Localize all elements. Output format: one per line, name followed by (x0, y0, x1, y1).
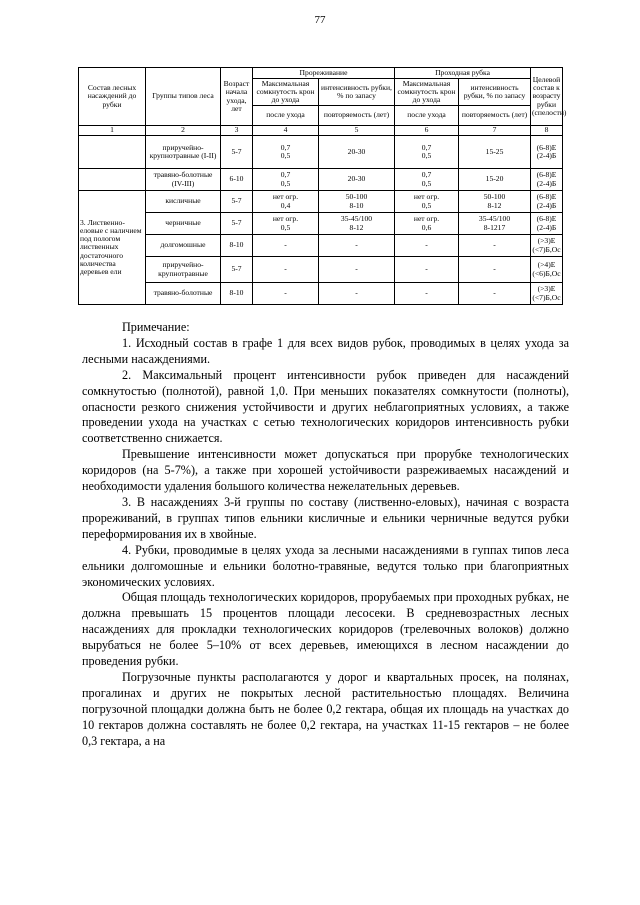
cell-density-2: нет огр. 0,5 (395, 191, 459, 213)
cell-intensity: 35-45/100 8-12 (319, 213, 395, 235)
cell-dash: - (459, 283, 531, 305)
cell-density: 0,7 0,5 (253, 136, 319, 169)
cell-intensity: 20-30 (319, 169, 395, 191)
cell-dash: - (319, 257, 395, 283)
cell-intensity-2: 15-20 (459, 169, 531, 191)
cell-empty (79, 169, 146, 191)
col-num: 4 (253, 126, 319, 136)
cell-target: (>3)Е (<7)Б,Ос (531, 235, 563, 257)
cell-density: нет огр. 0,4 (253, 191, 319, 213)
table-row (79, 257, 563, 283)
cell-target: (>3)Е (<7)Б,Ос (531, 283, 563, 305)
col-num: 7 (459, 126, 531, 136)
header-composition: Состав лесных насаждений до рубки (79, 68, 146, 126)
cell-age: 5-7 (221, 213, 253, 235)
header-passage: Проходная рубка (395, 68, 531, 79)
table-row (79, 136, 563, 169)
cell-dash: - (319, 283, 395, 305)
header-intensity-2: интенсивность рубки, % по запасу (459, 79, 531, 106)
table-row (79, 191, 563, 213)
header-max-density: Максимальная сомкнутость крон до ухода (253, 79, 319, 106)
cell-type: приручейно-крупнотравные (146, 257, 221, 283)
cell-intensity: 50-100 8-10 (319, 191, 395, 213)
cell-density: 0,7 0,5 (253, 169, 319, 191)
paragraph: 3. В насаждениях 3-й группы по составу (лиственно-еловых), начиная с возраста прореживаний, в группах типов ельники кисличные и ельники черничные ведутся рубки переформирования их в хвойные. (82, 494, 569, 541)
header-repeat-2: повторяемость (лет) (459, 106, 531, 126)
cell-type: черничные (146, 213, 221, 235)
cell-intensity-2: 35-45/100 8-1217 (459, 213, 531, 235)
cell-dash: - (395, 235, 459, 257)
cell-intensity: 20-30 (319, 136, 395, 169)
cell-dash: - (459, 235, 531, 257)
table-row (79, 235, 563, 257)
col-num: 2 (146, 126, 221, 136)
cell-age: 5-7 (221, 191, 253, 213)
cell-type: травяно-болотные (IV-III) (146, 169, 221, 191)
cell-target: (6-8)Е (2-4)Б (531, 169, 563, 191)
paragraph: Погрузочные пункты располагаются у дорог и квартальных просек, на полянах, прогалинах и других не покрытых лесной растительностью площадях. Величина погрузочной площадки должна быть не более 0,2 гектара, общая их площадь на участках до 10 гектаров должна составлять не более 0,2 гектара, на участках 11-15 гектаров – не более 0,3 гектара, а на (82, 669, 569, 748)
cell-age: 5-7 (221, 136, 253, 169)
cell-target: (6-8)Е (2-4)Б (531, 213, 563, 235)
cell-age: 6-10 (221, 169, 253, 191)
paragraph: Общая площадь технологических коридоров, прорубаемых при проходных рубках, не должна превышать 15 процентов площади лесосеки. В средневозрастных лесных насаждениях для прокладки технологических коридоров (трелевочных волоков) должно вырубаться не более 5–10% от всех деревьев, имеющихся в лесном насаждении до проведения рубки. (82, 590, 569, 669)
forest-care-table (78, 67, 567, 305)
cell-dash: - (253, 235, 319, 257)
page-number: 77 (314, 14, 326, 26)
cell-density-2: 0,7 0,5 (395, 169, 459, 191)
cell-density: нет огр. 0,5 (253, 213, 319, 235)
note-heading: Примечание: (122, 320, 190, 334)
paragraph: 2. Максимальный процент интенсивности рубок приведен для насаждений сомкнутостью (полнотой), равной 1,0. При меньших показателях сомкнутости (полноты), опасности резкого снижения устойчивости и других неблагоприятных условиях, а также проведении ухода на участках с сетью технологических коридоров интенсивность рубки соответственно снижается. (82, 367, 569, 446)
header-age-start: Возраст начала ухода, лет (221, 68, 253, 126)
cell-age: 8-10 (221, 283, 253, 305)
cell-target: (6-8)Е (2-4)Б (531, 191, 563, 213)
col-num: 3 (221, 126, 253, 136)
cell-density-2: нет огр. 0,6 (395, 213, 459, 235)
cell-dash: - (459, 257, 531, 283)
header-after-care-2: после ухода (395, 106, 459, 126)
header-target: Целевой состав к возрасту рубки (спелости) (531, 68, 563, 126)
col-num: 5 (319, 126, 395, 136)
table-row (79, 213, 563, 235)
cell-dash: - (395, 283, 459, 305)
header-intensity: интенсивность рубки, % по запасу (319, 79, 395, 106)
cell-type: кисличные (146, 191, 221, 213)
header-after-care: после ухода (253, 106, 319, 126)
cell-dash: - (395, 257, 459, 283)
group-label: 3. Лиственно-еловые с наличием под пологом лиственных достаточного количества деревьев ели (79, 191, 146, 305)
col-num: 8 (531, 126, 563, 136)
table-row (79, 169, 563, 191)
body-text (82, 320, 569, 749)
cell-target: (>4)Е (<6)Б,Ос (531, 257, 563, 283)
paragraph: Превышение интенсивности может допускаться при прорубке технологических коридоров (на 5-7%), а также при хорошей устойчивости разреживаемых насаждений и необходимости удаления большого количества нежелательных деревьев. (82, 447, 569, 494)
header-forest-groups: Группы типов леса (146, 68, 221, 126)
cell-type: долгомошные (146, 235, 221, 257)
col-num: 1 (79, 126, 146, 136)
cell-density-2: 0,7 0,5 (395, 136, 459, 169)
cell-target: (6-8)Е (2-4)Б (531, 136, 563, 169)
cell-type: приручейно-крупнотравные (I-II) (146, 136, 221, 169)
table-row (79, 283, 563, 305)
header-max-density-2: Максимальная сомкнутость крон до ухода (395, 79, 459, 106)
header-repeat: повторяемость (лет) (319, 106, 395, 126)
paragraph: 4. Рубки, проводимые в целях ухода за лесными насаждениями в гуппах типов леса ельники долгомошные и ельники болотно-травяные, ведутся только при благоприятных экономических условиях. (82, 542, 569, 589)
paragraph: 1. Исходный состав в графе 1 для всех видов рубок, проводимых в целях ухода за лесными насаждениями. (82, 335, 569, 366)
cell-type: травяно-болотные (146, 283, 221, 305)
cell-age: 5-7 (221, 257, 253, 283)
cell-dash: - (253, 257, 319, 283)
cell-dash: - (253, 283, 319, 305)
header-thinning: Прореживание (253, 68, 395, 79)
cell-intensity-2: 15-25 (459, 136, 531, 169)
cell-age: 8-10 (221, 235, 253, 257)
cell-empty (79, 136, 146, 169)
cell-intensity-2: 50-100 8-12 (459, 191, 531, 213)
cell-dash: - (319, 235, 395, 257)
col-num: 6 (395, 126, 459, 136)
header-numbers-row (79, 126, 563, 136)
